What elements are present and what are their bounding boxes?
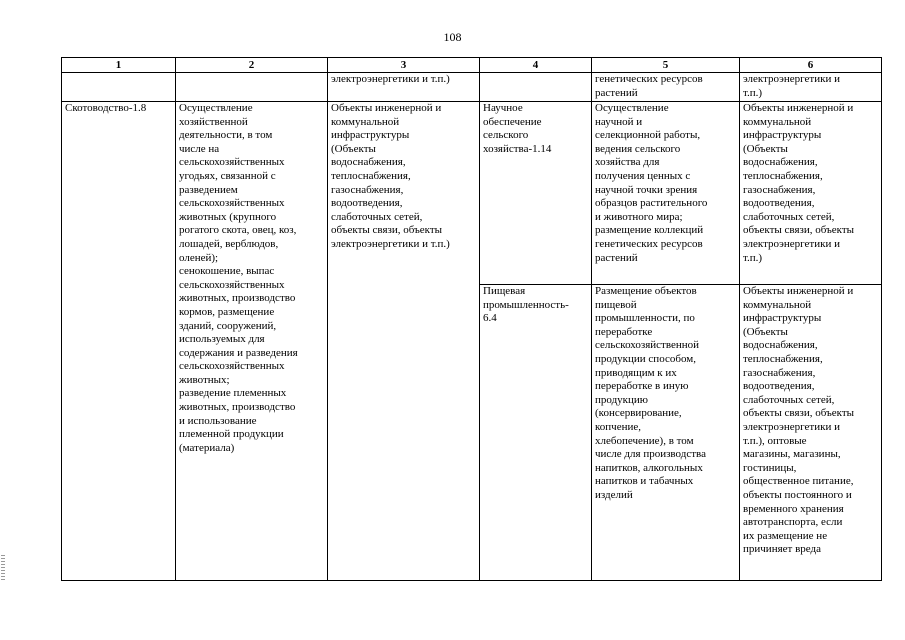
scan-edge-mark [1, 555, 5, 581]
conditional-use-auxiliary-cell-2: Объекты инженерной и коммунальной инфраструктуры (Объекты водоснабжения, теплоснабжения, газоснабжения, водоотведения, слаботочных сетей, объекты связи, объекты электроэнергетики и т.п.), оптовые магазины, магазины, гостиницы, общественное питание, объекты постоянного и временного хранения автотранспорта, если их размещение не причиняет вреда [740, 285, 882, 581]
continuation-cell-3: электроэнергетики и т.п.) [328, 73, 480, 102]
continuation-cell-1 [62, 73, 176, 102]
table-row-livestock [62, 102, 882, 285]
conditional-use-cell-2: Пищевая промышленность- 6.4 [480, 285, 592, 581]
zoning-table [61, 57, 882, 581]
conditional-use-description-cell-2: Размещение объектов пищевой промышленности, по переработке сельскохозяйственной продукции способом, приводящим к их переработке в иную продукцию (консервирование, копчение, хлебопечение), в том числе для производства напитков, алкогольных напитков и табачных изделий [592, 285, 740, 581]
continuation-row [62, 73, 882, 102]
main-use-cell: Скотоводство-1.8 [62, 102, 176, 581]
continuation-cell-6: электроэнергетики и т.п.) [740, 73, 882, 102]
conditional-use-cell-1: Научное обеспечение сельского хозяйства-1.14 [480, 102, 592, 285]
column-header-6: 6 [740, 58, 882, 73]
column-header-2: 2 [176, 58, 328, 73]
column-header-3: 3 [328, 58, 480, 73]
continuation-cell-4 [480, 73, 592, 102]
continuation-cell-2 [176, 73, 328, 102]
main-use-description-cell: Осуществление хозяйственной деятельности, в том числе на сельскохозяйственных угодьях, связанной с разведением сельскохозяйственных животных (крупного рогатого скота, овец, коз, лошадей, верблюдов, оленей); сенокошение, выпас сельскохозяйственных животных, производство кормов, размещение зданий, сооружений, используемых для содержания и разведения сельскохозяйственных животных; разведение племенных животных, производство и использование племенной продукции (материала) [176, 102, 328, 581]
column-header-4: 4 [480, 58, 592, 73]
conditional-use-description-cell-1: Осуществление научной и селекционной работы, ведения сельского хозяйства для получения ценных с научной точки зрения образцов растительного и животного мира; размещение коллекций генетических ресурсов растений [592, 102, 740, 285]
page-number: 108 [443, 30, 462, 44]
continuation-cell-5: генетических ресурсов растений [592, 73, 740, 102]
main-use-auxiliary-cell: Объекты инженерной и коммунальной инфраструктуры (Объекты водоснабжения, теплоснабжения, газоснабжения, водоотведения, слаботочных сетей, объекты связи, объекты электроэнергетики и т.п.) [328, 102, 480, 581]
column-header-5: 5 [592, 58, 740, 73]
column-header-1: 1 [62, 58, 176, 73]
conditional-use-auxiliary-cell-1: Объекты инженерной и коммунальной инфраструктуры (Объекты водоснабжения, теплоснабжения, газоснабжения, водоотведения, слаботочных сетей, объекты связи, объекты электроэнергетики и т.п.) [740, 102, 882, 285]
header-row [62, 58, 882, 73]
